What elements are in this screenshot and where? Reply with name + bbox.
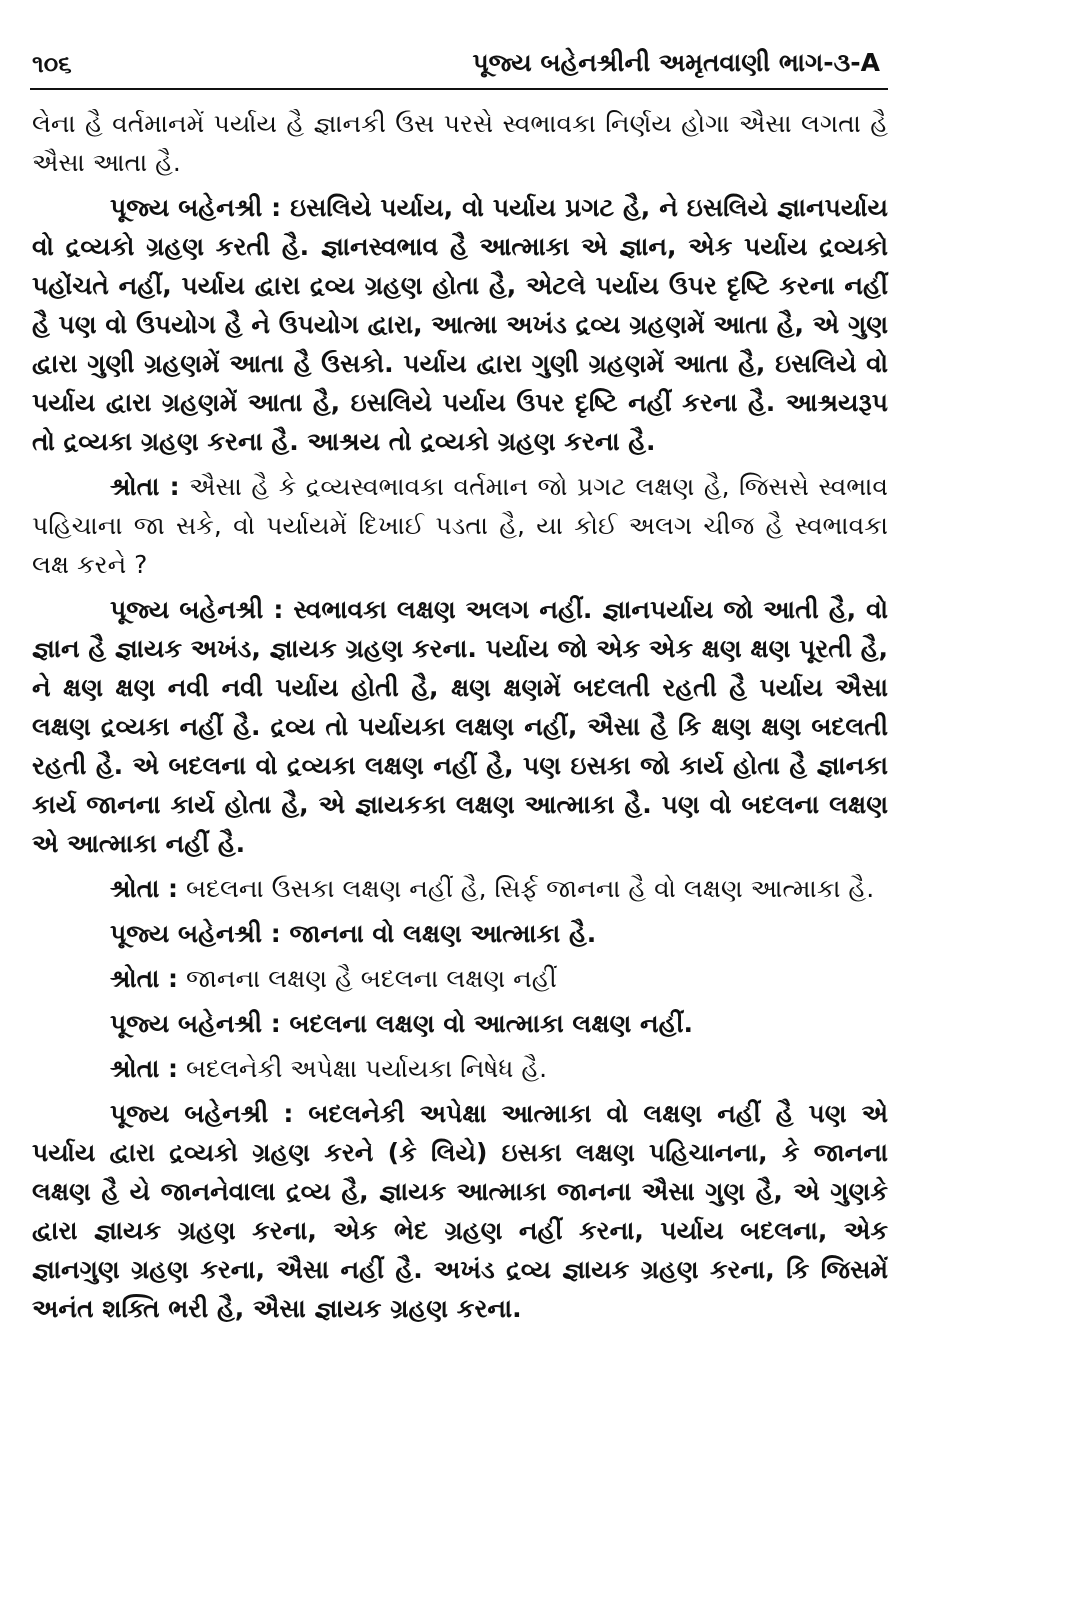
paragraph-continuation <box>32 104 888 182</box>
paragraph-text: ઐસા હૈ કે દ્રવ્યસ્વભાવકા વર્તમાન જો પ્રગટ લક્ષણ હૈ, જિસસે સ્વભાવ પહિચાના જા સકે, વો પર્યાયમેં દિખાઈ પડતા હૈ, યા કોઈ અલગ ચીજ હૈ સ્વભાવકા લક્ષ કરને ? <box>32 472 888 579</box>
paragraph-bahenshri <box>32 1094 888 1328</box>
paragraph-text: બદલનેકી અપેક્ષા પર્યાયકા નિષેધ હૈ. <box>185 1054 548 1083</box>
speaker-label: પૂજ્ય બહેનશ્રી : <box>110 919 281 948</box>
paragraph-text: જાનના વો લક્ષણ આત્માકા હૈ. <box>289 919 597 948</box>
speaker-label: શ્રોતા : <box>110 472 180 501</box>
paragraph-text: સ્વભાવકા લક્ષણ અલગ નહીં. જ્ઞાનપર્યાય જો આતી હૈ, વો જ્ઞાન હૈ જ્ઞાયક અખંડ, જ્ઞાયક ગ્રહણ કરના. પર્યાય જો એક એક ક્ષણ ક્ષણ પૂરતી હૈ, ને ક્ષણ ક્ષણ નવી નવી પર્યાય હોતી હૈ, ક્ષણ ક્ષણમેં બદલતી રહતી હૈ પર્યાય ઐસા લક્ષણ દ્રવ્યકા નહીં હૈ. દ્રવ્ય તો પર્યાયકા લક્ષણ નહીં, ઐસા હૈ કિ ક્ષણ ક્ષણ બદલતી રહતી હૈ. એ બદલના વો દ્રવ્યકા લક્ષણ નહીં હૈ, પણ ઇસકા જો કાર્ય હોતા હૈ જ્ઞાનકા કાર્ય જાનના કાર્ય હોતા હૈ, એ જ્ઞાયકકા લક્ષણ આત્માકા હૈ. પણ વો બદલના લક્ષણ એ આત્માકા નહીં હૈ. <box>32 595 888 858</box>
speaker-label: પૂજ્ય બહેનશ્રી : <box>110 193 282 222</box>
paragraph-shrota <box>32 959 888 998</box>
speaker-label: શ્રોતા : <box>110 1054 179 1083</box>
running-title: પૂજ્ય બહેનશ્રીની અમૃતવાણી ભાગ-૩-A <box>472 48 880 77</box>
paragraph-bahenshri <box>32 914 888 953</box>
page-header <box>30 44 888 90</box>
paragraph-bahenshri <box>32 590 888 863</box>
paragraph-text: બદલનેકી અપેક્ષા આત્માકા વો લક્ષણ નહીં હૈ પણ એ પર્યાય દ્વારા દ્રવ્યકો ગ્રહણ કરને (કે લિયે) ઇસકા લક્ષણ પહિચાનના, કે જાનના લક્ષણ હૈ યે જાનનેવાલા દ્રવ્ય હૈ, જ્ઞાયક આત્માકા જાનના ઐસા ગુણ હૈ, એ ગુણકે દ્વારા જ્ઞાયક ગ્રહણ કરના, એક ભેદ ગ્રહણ નહીં કરના, પર્યાય બદલના, એક જ્ઞાનગુણ ગ્રહણ કરના, ઐસા નહીં હૈ. અખંડ દ્રવ્ય જ્ઞાયક ગ્રહણ કરના, કિ જિસમેં અનંત શક્તિ ભરી હૈ, ઐસા જ્ઞાયક ગ્રહણ કરના. <box>32 1099 888 1323</box>
speaker-label: શ્રોતા : <box>110 964 179 993</box>
speaker-label: પૂજ્ય બહેનશ્રી : <box>110 1009 281 1038</box>
body-text <box>32 104 888 1334</box>
paragraph-bahenshri <box>32 188 888 461</box>
paragraph-text: જાનના લક્ષણ હૈ બદલના લક્ષણ નહીં <box>185 964 557 993</box>
page-number: ૧૦૬ <box>32 50 72 78</box>
speaker-label: પૂજ્ય બહેનશ્રી : <box>110 1099 294 1128</box>
paragraph-text: બદલના ઉસકા લક્ષણ નહીં હૈ, સિર્ફ જાનના હૈ વો લક્ષણ આત્માકા હૈ. <box>185 874 875 903</box>
paragraph-shrota <box>32 869 888 908</box>
paragraph-bahenshri <box>32 1004 888 1043</box>
speaker-label: પૂજ્ય બહેનશ્રી : <box>110 595 284 624</box>
speaker-label: શ્રોતા : <box>110 874 179 903</box>
paragraph-text: લેના હૈ વર્તમાનમેં પર્યાય હૈ જ્ઞાનકી ઉસ પરસે સ્વભાવકા નિર્ણય હોગા ઐસા લગતા હૈ ઐસા આતા હૈ. <box>32 109 888 177</box>
paragraph-text: બદલના લક્ષણ વો આત્માકા લક્ષણ નહીં. <box>289 1009 694 1038</box>
paragraph-shrota <box>32 1049 888 1088</box>
paragraph-shrota <box>32 467 888 584</box>
paragraph-text: ઇસલિયે પર્યાય, વો પર્યાય પ્રગટ હૈ, ને ઇસલિયે જ્ઞાનપર્યાય વો દ્રવ્યકો ગ્રહણ કરતી હૈ. જ્ઞાનસ્વભાવ હૈ આત્માકા એ જ્ઞાન, એક પર્યાય દ્રવ્યકો પહોંચતે નહીં, પર્યાય દ્વારા દ્રવ્ય ગ્રહણ હોતા હૈ, એટલે પર્યાય ઉપર દૃષ્ટિ કરના નહીં હૈ પણ વો ઉપયોગ હૈ ને ઉપયોગ દ્વારા, આત્મા અખંડ દ્રવ્ય ગ્રહણમેં આતા હૈ, એ ગુણ દ્વારા ગુણી ગ્રહણમેં આતા હૈ ઉસકો. પર્યાય દ્વારા ગુણી ગ્રહણમેં આતા હૈ, ઇસલિયે વો પર્યાય દ્વારા ગ્રહણમેં આતા હૈ, ઇસલિયે પર્યાય ઉપર દૃષ્ટિ નહીં કરના હૈ. આશ્રયરૂપ તો દ્રવ્યકા ગ્રહણ કરના હૈ. આશ્રય તો દ્રવ્યકો ગ્રહણ કરના હૈ. <box>32 193 888 456</box>
